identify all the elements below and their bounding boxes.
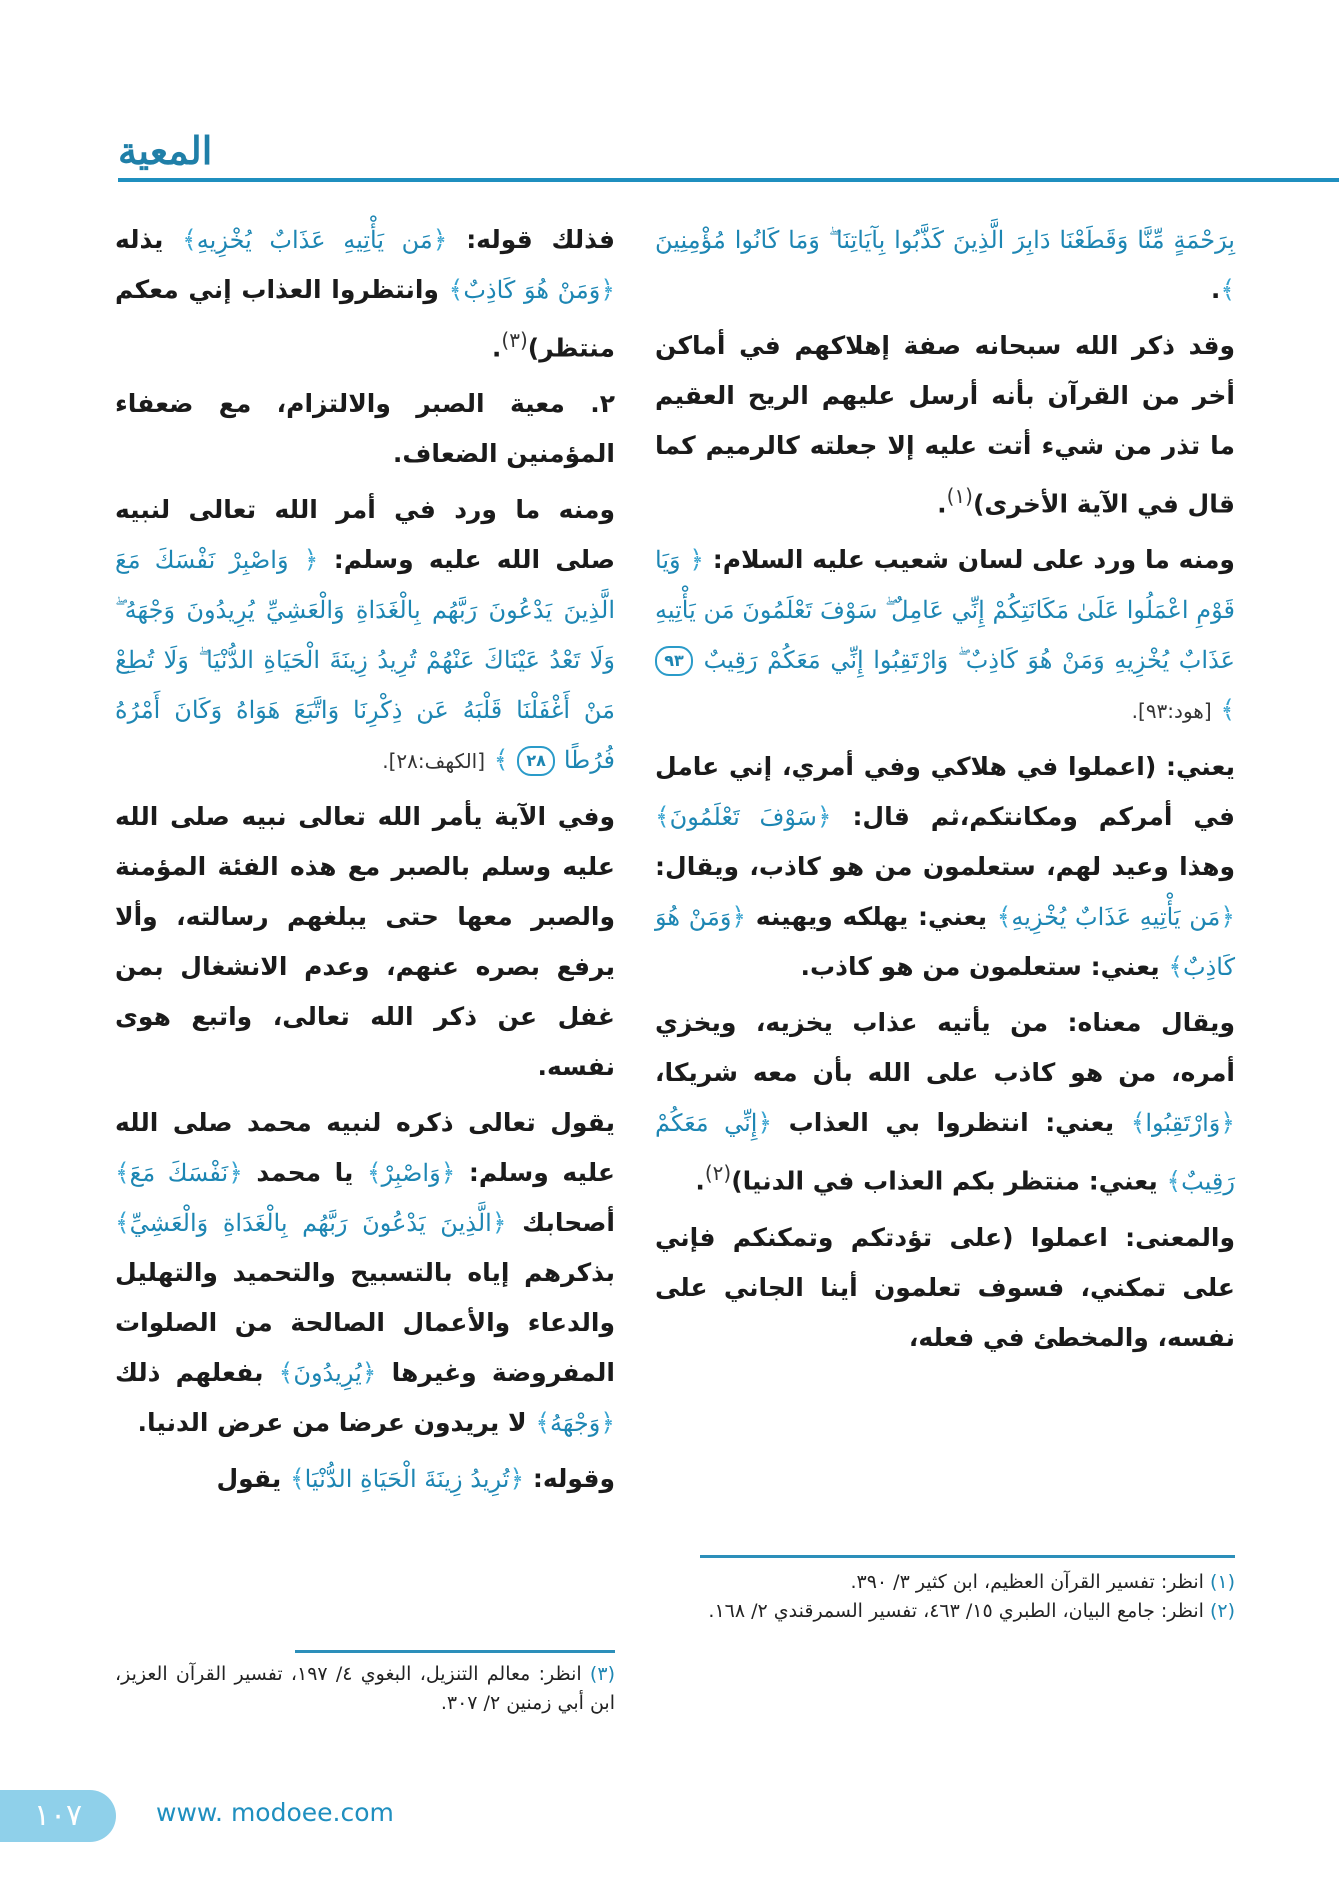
- paragraph: والمعنى: اعملوا (على تؤدتكم وتمكنكم فإني على تمكني، فسوف تعلمون أينا الجاني على نفسه، والمخطئ في فعله،: [655, 1222, 1235, 1352]
- section-heading: ٢. معية الصبر والالتزام، مع ضعفاء المؤمنين الضعاف.: [115, 389, 615, 469]
- paragraph: وقوله: ﴿تُرِيدُ زِينَةَ الْحَيَاةِ الدُّنْيَا﴾ يقول: [216, 1464, 615, 1494]
- footnote-marker: (٣): [501, 328, 528, 352]
- surah-reference: [الكهف:٢٨].: [382, 749, 486, 774]
- footnotes-right: [700, 1568, 1235, 1626]
- footnote-rule-right: [700, 1555, 1235, 1558]
- footnote-rule-left: [295, 1650, 615, 1653]
- footnote-marker: (٢): [704, 1161, 732, 1186]
- surah-reference: [هود:٩٣].: [1131, 699, 1212, 724]
- quran-text: وَاصْبِرْ نَفْسَكَ مَعَ الَّذِينَ يَدْعُونَ رَبَّهُم بِالْغَدَاةِ وَالْعَشِيِّ يُرِيدُونَ وَجْهَهُ ۖ وَلَا تَعْدُ عَيْنَاكَ عَنْهُمْ تُرِيدُ زِينَةَ الْحَيَاةِ الدُّنْيَا ۖ وَلَا تُطِعْ مَنْ أَغْفَلْنَا قَلْبَهُ عَن ذِكْرِنَا وَاتَّبَعَ هَوَاهُ وَكَانَ أَمْرُهُ فُرُطًا: [115, 546, 615, 775]
- paragraph: يعني: (اعملوا في هلاكي وفي أمري، إني عامل في أمركم ومكانتكم،ثم قال: ﴿سَوْفَ تَعْلَمُونَ﴾ وهذا وعيد لهم، ستعلمون من هو كاذب، ويقال: ﴿مَن يَأْتِيهِ عَذَابٌ يُخْزِيهِ﴾ يعني: يهلكه ويهينه ﴿وَمَنْ هُوَ كَاذِبٌ﴾ يعني: ستعلمون من هو كاذب.: [655, 752, 1235, 982]
- right-column: [655, 215, 1235, 1369]
- website-link[interactable]: www. modoee.com: [156, 1798, 394, 1827]
- page-number-badge: ١٠٧: [0, 1790, 116, 1842]
- ornate-bracket-close: ﴾: [1220, 275, 1235, 304]
- paragraph: ويقال معناه: من يأتيه عذاب يخزيه، ويخزي أمره، من هو كاذب على الله بأن معه شريكا، ﴿وَارْتَقِبُوا﴾ يعني: انتظروا بي العذاب ﴿إِنِّي مَعَكُمْ رَقِيبٌ﴾ يعني: منتظر بكم العذاب في الدنيا)$^{(٢)}$.: [655, 1008, 1235, 1196]
- paragraph: ومنه ما ورد في أمر الله تعالى لنبيه صلى الله عليه وسلم: ﴿ وَاصْبِرْ نَفْسَكَ مَعَ الَّذِينَ يَدْعُونَ رَبَّهُم بِالْغَدَاةِ وَالْعَشِيِّ يُرِيدُونَ وَجْهَهُ ۖ وَلَا تَعْدُ عَيْنَاكَ عَنْهُمْ تُرِيدُ زِينَةَ الْحَيَاةِ الدُّنْيَا ۖ وَلَا تُطِعْ مَنْ أَغْفَلْنَا قَلْبَهُ عَن ذِكْرِنَا وَاتَّبَعَ هَوَاهُ وَكَانَ أَمْرُهُ فُرُطًا ٢٨ ﴾ [الكهف:٢٨].: [115, 495, 615, 775]
- running-header-title: المعية: [118, 128, 213, 173]
- footnote: (٢) انظر: جامع البيان، الطبري ١٥/ ٤٦٣، تفسير السمرقندي ٢/ ١٦٨.: [708, 1600, 1235, 1622]
- footnotes-left: [115, 1660, 615, 1718]
- quran-continuation: بِرَحْمَةٍ مِّنَّا وَقَطَعْنَا دَابِرَ الَّذِينَ كَذَّبُوا بِآيَاتِنَا ۖ وَمَا كَانُوا مُؤْمِنِينَ ﴾.: [655, 226, 1235, 304]
- verse-number-badge: ٢٨: [517, 746, 555, 776]
- quran-text: وَيَا قَوْمِ اعْمَلُوا عَلَىٰ مَكَانَتِكُمْ إِنِّي عَامِلٌ ۖ سَوْفَ تَعْلَمُونَ مَن يَأْتِيهِ عَذَابٌ يُخْزِيهِ وَمَنْ هُوَ كَاذِبٌ ۖ وَارْتَقِبُوا إِنِّي مَعَكُمْ رَقِيبٌ: [655, 546, 1235, 675]
- quran-text: بِرَحْمَةٍ مِّنَّا وَقَطَعْنَا دَابِرَ الَّذِينَ كَذَّبُوا بِآيَاتِنَا ۖ وَمَا كَانُوا مُؤْمِنِينَ: [655, 226, 1235, 254]
- footnote: (٣) انظر: معالم التنزيل، البغوي ٤/ ١٩٧، تفسير القرآن العزيز، ابن أبي زمنين ٢/ ٣٠٧.: [115, 1663, 615, 1714]
- left-column: [115, 215, 615, 1510]
- verse-number-badge: ٩٣: [655, 646, 693, 676]
- paragraph: يقول تعالى ذكره لنبيه محمد صلى الله عليه وسلم: ﴿وَاصْبِرْ﴾ يا محمد ﴿نَفْسَكَ مَعَ﴾ أصحابك ﴿الَّذِينَ يَدْعُونَ رَبَّهُم بِالْغَدَاةِ وَالْعَشِيِّ﴾ بذكرهم إياه بالتسبيح والتحميد والتهليل والدعاء والأعمال الصالحة من الصلوات المفروضة وغيرها ﴿يُرِيدُونَ﴾ بفعلهم ذلك ﴿وَجْهَهُ﴾ لا يريدون عرضا من عرض الدنيا.: [115, 1108, 615, 1438]
- paragraph: ومنه ما ورد على لسان شعيب عليه السلام: ﴿ وَيَا قَوْمِ اعْمَلُوا عَلَىٰ مَكَانَتِكُمْ إِنِّي عَامِلٌ ۖ سَوْفَ تَعْلَمُونَ مَن يَأْتِيهِ عَذَابٌ يُخْزِيهِ وَمَنْ هُوَ كَاذِبٌ ۖ وَارْتَقِبُوا إِنِّي مَعَكُمْ رَقِيبٌ ٩٣ ﴾ [هود:٩٣].: [655, 545, 1235, 725]
- footnote: (١) انظر: تفسير القرآن العظيم، ابن كثير ٣/ ٣٩٠.: [850, 1571, 1235, 1593]
- paragraph: وقد ذكر الله سبحانه صفة إهلاكهم في أماكن أخر من القرآن بأنه أرسل عليهم الريح العقيم ما تذر من شيء أتت عليه إلا جعلته كالرميم كما قال في الآية الأخرى)$^{(١)}$.: [655, 331, 1235, 519]
- footnote-marker: (١): [946, 484, 973, 508]
- paragraph: فذلك قوله: ﴿مَن يَأْتِيهِ عَذَابٌ يُخْزِيهِ﴾ يذله ﴿وَمَنْ هُوَ كَاذِبٌ﴾ وانتظروا العذاب إني معكم منتظر)$^{(٣)}$.: [115, 225, 615, 363]
- paragraph: وفي الآية يأمر الله تعالى نبيه صلى الله عليه وسلم بالصبر مع هذه الفئة المؤمنة والصبر معها حتى يبلغهم رسالته، وألا يرفع بصره عنهم، وعدم الانشغال بمن غفل عن ذكر الله تعالى، واتبع هوى نفسه.: [115, 802, 615, 1082]
- header-rule: [118, 178, 1339, 182]
